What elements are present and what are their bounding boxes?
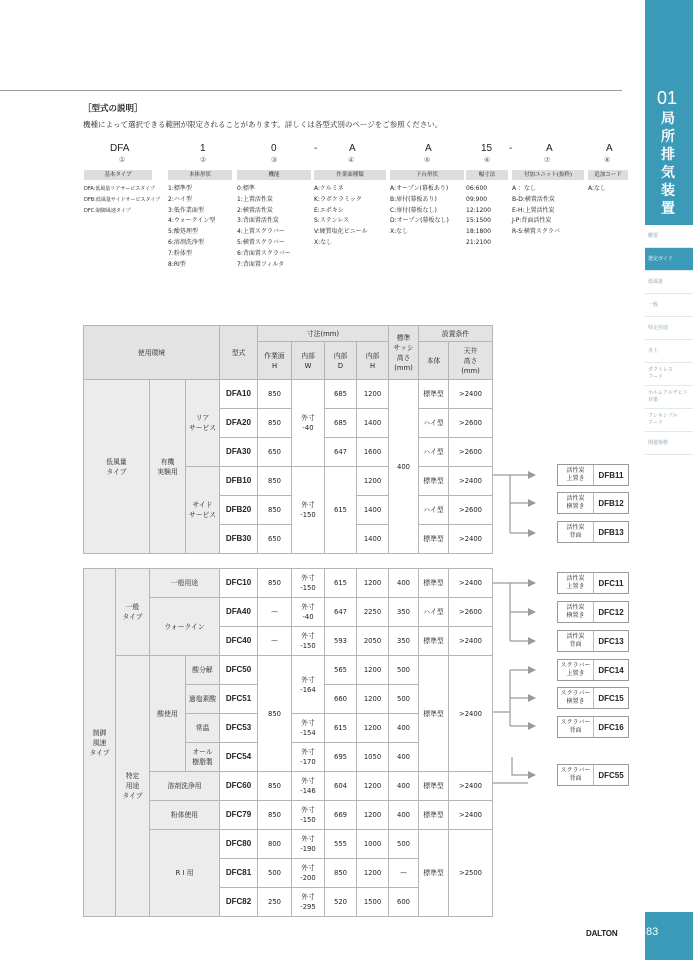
- cell: 1400: [357, 496, 389, 525]
- cell-rear: リア サービス: [186, 380, 220, 467]
- cell: 1050: [357, 743, 389, 772]
- cell: 600: [389, 888, 419, 917]
- category-list: 0:標準 1:上置活性炭 2:横置活性炭 3:背面置活性炭 4:上置スクラバー 5:横置スクラバー 6:背面置スクラバー 7:背面置フィルタ: [237, 185, 291, 268]
- cell: 850: [258, 467, 292, 496]
- cell: 外寸 -40: [292, 380, 325, 467]
- option-model: DFC55: [598, 770, 624, 780]
- option-model: DFC14: [598, 665, 624, 675]
- cell-control: 制御 風速 タイプ: [84, 569, 116, 917]
- code-index: ⑥: [484, 156, 491, 164]
- cell: 1200: [357, 467, 389, 496]
- cell: 標準型: [419, 772, 449, 801]
- category-list: A ：なし B-D:横置活性炭 E-H:上置活性炭 J-P:背面活性炭 R-S:横置スクラバ: [512, 185, 560, 236]
- cell-sub: 過塩素酸: [186, 685, 220, 714]
- cell: —: [258, 598, 292, 627]
- cell: 標準型: [419, 830, 449, 917]
- cell: 850: [258, 801, 292, 830]
- cell: 500: [389, 830, 419, 859]
- option-label: 活性炭 上置き: [558, 573, 594, 593]
- cell: 400: [389, 380, 419, 554]
- category-head: 追加コード: [588, 170, 628, 180]
- cell: 外寸 -200: [292, 859, 325, 888]
- category-list: A:なし: [588, 185, 607, 192]
- code-index: ④: [348, 156, 355, 164]
- code-part: A: [425, 143, 432, 154]
- cell: 400: [389, 801, 419, 830]
- cell: 1200: [357, 656, 389, 685]
- option-label: スクラバー 背面: [558, 717, 594, 737]
- option-model-box: [557, 492, 629, 514]
- code-part: 1: [200, 143, 206, 154]
- col-inner-d: 内部 D: [325, 342, 357, 380]
- cell: 外寸 -164: [292, 656, 325, 714]
- cell: 520: [325, 888, 357, 917]
- cell: 標準型: [419, 656, 449, 772]
- sidebar-item[interactable]: 概要: [645, 225, 693, 248]
- model-cell: DFC54: [220, 743, 258, 772]
- code-part: A: [606, 143, 613, 154]
- cell: >2600: [449, 496, 493, 525]
- model-cell: DFA20: [220, 409, 258, 438]
- model-cell: DFA10: [220, 380, 258, 409]
- model-cell: DFB30: [220, 525, 258, 554]
- sidebar-item[interactable]: 低風量: [645, 271, 693, 294]
- cell: 外寸 -40: [292, 598, 325, 627]
- cell: 1000: [357, 830, 389, 859]
- cell: 外寸 -170: [292, 743, 325, 772]
- cell: 外寸 -150: [292, 627, 325, 656]
- cell: 685: [325, 409, 357, 438]
- col-sash: 標準 サッシ 高さ (mm): [389, 326, 419, 380]
- cell: 800: [258, 830, 292, 859]
- option-model-box: [557, 659, 629, 681]
- col-body: 本体: [419, 342, 449, 380]
- option-label: スクラバー 横置き: [558, 688, 594, 708]
- cell: 1200: [357, 685, 389, 714]
- cell: 650: [258, 438, 292, 467]
- cell: 標準型: [419, 627, 449, 656]
- page-number: 83: [646, 926, 659, 938]
- cell-sub: オール 樹脂製: [186, 743, 220, 772]
- category-head: 作業面種類: [314, 170, 386, 180]
- category-head: 基本タイプ: [84, 170, 152, 180]
- category-head: 機能: [237, 170, 311, 180]
- option-label: 活性炭 横置き: [558, 493, 594, 513]
- cell: 標準型: [419, 525, 449, 554]
- category-list: A:オープン(幕板あり) B:扉付(幕板あり) C:扉付(幕板なし) D:オープン(幕板なし) X:なし: [390, 185, 449, 236]
- code-index: ⑦: [544, 156, 551, 164]
- sidebar-item[interactable]: 関連規格: [645, 432, 693, 455]
- col-inner-w: 内部 W: [292, 342, 325, 380]
- cell: 565: [325, 656, 357, 685]
- code-index: ①: [119, 156, 126, 164]
- cell: 標準型: [419, 467, 449, 496]
- col-work-h: 作業面 H: [258, 342, 292, 380]
- cell: 650: [258, 525, 292, 554]
- model-cell: DFC60: [220, 772, 258, 801]
- code-index: ③: [271, 156, 278, 164]
- category-head: 下台形状: [390, 170, 464, 180]
- cell: 647: [325, 438, 357, 467]
- cell: 850: [258, 409, 292, 438]
- cell: >2600: [449, 598, 493, 627]
- model-cell: DFC81: [220, 859, 258, 888]
- cell: >2500: [449, 830, 493, 917]
- model-cell: DFA30: [220, 438, 258, 467]
- cell: >2600: [449, 438, 493, 467]
- category-head: 幅寸法: [466, 170, 508, 180]
- cell: 669: [325, 801, 357, 830]
- cell: 850: [258, 496, 292, 525]
- cell: 350: [389, 598, 419, 627]
- option-model-box: [557, 764, 629, 786]
- cell-walkin: ウォークイン: [150, 598, 220, 656]
- cell: 695: [325, 743, 357, 772]
- cell: ハイ型: [419, 598, 449, 627]
- cell: >2400: [449, 525, 493, 554]
- cell: 1200: [357, 380, 389, 409]
- cell: 400: [389, 772, 419, 801]
- cell: —: [258, 627, 292, 656]
- cell: 1200: [357, 714, 389, 743]
- cell-low-flow: 低風量 タイプ: [84, 380, 150, 554]
- option-model-box: [557, 521, 629, 543]
- cell: 1500: [357, 888, 389, 917]
- cell: 標準型: [419, 801, 449, 830]
- cell: 外寸 -150: [292, 569, 325, 598]
- model-cell: DFC79: [220, 801, 258, 830]
- option-label: スクラバー 背面: [558, 765, 594, 785]
- option-model-box: [557, 464, 629, 486]
- option-model: DFB12: [598, 498, 624, 508]
- cell: 2250: [357, 598, 389, 627]
- option-model: DFC16: [598, 722, 624, 732]
- cell: 400: [389, 743, 419, 772]
- option-model: DFC11: [598, 578, 624, 588]
- code-part: A: [546, 143, 553, 154]
- col-ceiling: 天井 高さ (mm): [449, 342, 493, 380]
- cell: 615: [325, 467, 357, 554]
- cell: 400: [389, 714, 419, 743]
- cell: ハイ型: [419, 409, 449, 438]
- cell-general: 一般 タイプ: [116, 569, 150, 656]
- cell: 外寸 -154: [292, 714, 325, 743]
- category-list: DFA:低風量リアサービスタイプ DFB:低風量サイドサービスタイプ DFC:制御風速タイプ: [84, 186, 161, 214]
- category-head: 付加ユニット(抜粋): [512, 170, 584, 180]
- cell: 250: [258, 888, 292, 917]
- cell-acid: 酸使用: [150, 656, 186, 772]
- cell-special: 特定 用途 タイプ: [116, 656, 150, 917]
- option-model: DFC15: [598, 693, 624, 703]
- cell-side: サイド サービス: [186, 467, 220, 554]
- cell: 604: [325, 772, 357, 801]
- cell-sub: 常温: [186, 714, 220, 743]
- option-model: DFB13: [598, 527, 624, 537]
- cell: >2400: [449, 467, 493, 496]
- cell-powder: 粉体使用: [150, 801, 220, 830]
- code-part: -: [314, 143, 318, 154]
- model-cell: DFB20: [220, 496, 258, 525]
- code-part: 0: [271, 143, 277, 154]
- option-model: DFB11: [598, 470, 624, 480]
- col-dim: 寸法(mm): [258, 326, 389, 342]
- option-model: DFC13: [598, 636, 624, 646]
- cell: >2400: [449, 569, 493, 598]
- cell: >2400: [449, 380, 493, 409]
- model-cell: DFC51: [220, 685, 258, 714]
- sidebar-item[interactable]: 特定用途: [645, 317, 693, 340]
- cell: 350: [389, 627, 419, 656]
- cell: 400: [389, 569, 419, 598]
- option-model-box: [557, 572, 629, 594]
- section-heading: ［型式の説明］: [83, 104, 143, 114]
- cell: 615: [325, 569, 357, 598]
- cell-ippan: 一般用途: [150, 569, 220, 598]
- category-list: 06:600 09:900 12:1200 15:1500 18:1800 21:2100: [466, 185, 491, 246]
- cell: 外寸 -295: [292, 888, 325, 917]
- col-inner-h: 内部 H: [357, 342, 389, 380]
- model-cell: DFC53: [220, 714, 258, 743]
- cell: 外寸 -150: [292, 467, 325, 554]
- cell: 1400: [357, 525, 389, 554]
- sidebar-item[interactable]: 一般: [645, 294, 693, 317]
- code-part: DFA: [110, 143, 130, 154]
- cell: 555: [325, 830, 357, 859]
- cell: 850: [325, 859, 357, 888]
- cell: >2400: [449, 801, 493, 830]
- section-title: 局所排気装置: [661, 111, 675, 217]
- code-index: ②: [200, 156, 207, 164]
- section-description: 機種によって選択できる範囲が限定されることがあります。詳しくは各型式別のページをご参照ください。: [83, 120, 443, 129]
- category-list: 1:標準型 2:ハイ型 3:低作業面型 4:ウォークイン型 5:酸処理型 6:溶剤洗浄型 7:粉体型 8:RI型: [168, 185, 216, 268]
- sidebar-item[interactable]: フレキシブル フード: [645, 409, 693, 432]
- cell-sub: 酸分解: [186, 656, 220, 685]
- code-part: -: [509, 143, 513, 154]
- sidebar-item[interactable]: 卓上: [645, 340, 693, 363]
- code-part: A: [349, 143, 356, 154]
- cell: 外寸 -190: [292, 830, 325, 859]
- cell: >2600: [449, 409, 493, 438]
- cell: >2400: [449, 627, 493, 656]
- cell-ri: R I 用: [150, 830, 220, 917]
- cell: 標準型: [419, 380, 449, 409]
- sidebar-item[interactable]: 選定ガイド: [645, 248, 693, 271]
- code-index: ⑧: [604, 156, 611, 164]
- col-model: 型式: [220, 326, 258, 380]
- option-model-box: [557, 630, 629, 652]
- option-model-box: [557, 601, 629, 623]
- col-env: 使用環境: [84, 326, 220, 380]
- cell: 593: [325, 627, 357, 656]
- option-label: スクラバー 上置き: [558, 660, 594, 680]
- model-cell: DFC50: [220, 656, 258, 685]
- col-setting: 設置条件: [419, 326, 493, 342]
- cell: ハイ型: [419, 438, 449, 467]
- cell: 1400: [357, 409, 389, 438]
- option-label: 活性炭 背面: [558, 522, 594, 542]
- model-cell: DFC10: [220, 569, 258, 598]
- cell: 1200: [357, 801, 389, 830]
- cell: 660: [325, 685, 357, 714]
- cell: 850: [258, 380, 292, 409]
- option-label: 活性炭 横置き: [558, 602, 594, 622]
- model-cell: DFC82: [220, 888, 258, 917]
- option-model-box: [557, 716, 629, 738]
- model-cell: DFA40: [220, 598, 258, 627]
- model-cell: DFC40: [220, 627, 258, 656]
- table-control-flow: [83, 568, 493, 917]
- sidebar-item[interactable]: ダクトレス フード: [645, 363, 693, 386]
- cell: 外寸 -150: [292, 801, 325, 830]
- option-model-box: [557, 687, 629, 709]
- cell: 標準型: [419, 569, 449, 598]
- option-label: 活性炭 背面: [558, 631, 594, 651]
- cell-organic: 有機 実験用: [150, 380, 186, 554]
- model-cell: DFC80: [220, 830, 258, 859]
- cell: 1200: [357, 772, 389, 801]
- cell-solvent: 溶剤洗浄用: [150, 772, 220, 801]
- category-list: A:ケルミネ K:ラボケラミック E:エポキシ S:ステンレス V:硬質塩化ビニール X:なし: [314, 185, 368, 246]
- section-number: 01: [657, 88, 678, 108]
- sidebar-item[interactable]: ホルムアルデヒド 対策: [645, 386, 693, 409]
- cell: —: [389, 859, 419, 888]
- cell: 1600: [357, 438, 389, 467]
- option-label: 活性炭 上置き: [558, 465, 594, 485]
- cell: 1200: [357, 859, 389, 888]
- cell: 685: [325, 380, 357, 409]
- cell: 615: [325, 714, 357, 743]
- cell: ハイ型: [419, 496, 449, 525]
- cell: 500: [258, 859, 292, 888]
- model-cell: DFB10: [220, 467, 258, 496]
- category-head: 本体形状: [168, 170, 232, 180]
- cell: 1200: [357, 569, 389, 598]
- cell: 850: [258, 656, 292, 772]
- cell: 外寸 -146: [292, 772, 325, 801]
- table-low-flow: [83, 325, 493, 554]
- code-index: ⑤: [424, 156, 431, 164]
- cell: >2400: [449, 772, 493, 801]
- cell: 850: [258, 569, 292, 598]
- code-part: 15: [481, 143, 493, 154]
- brand-logo: DALTON: [586, 929, 618, 938]
- option-model: DFC12: [598, 607, 624, 617]
- cell: 2050: [357, 627, 389, 656]
- cell: >2400: [449, 656, 493, 772]
- cell: 500: [389, 656, 419, 685]
- cell: 500: [389, 685, 419, 714]
- cell: 647: [325, 598, 357, 627]
- cell: 850: [258, 772, 292, 801]
